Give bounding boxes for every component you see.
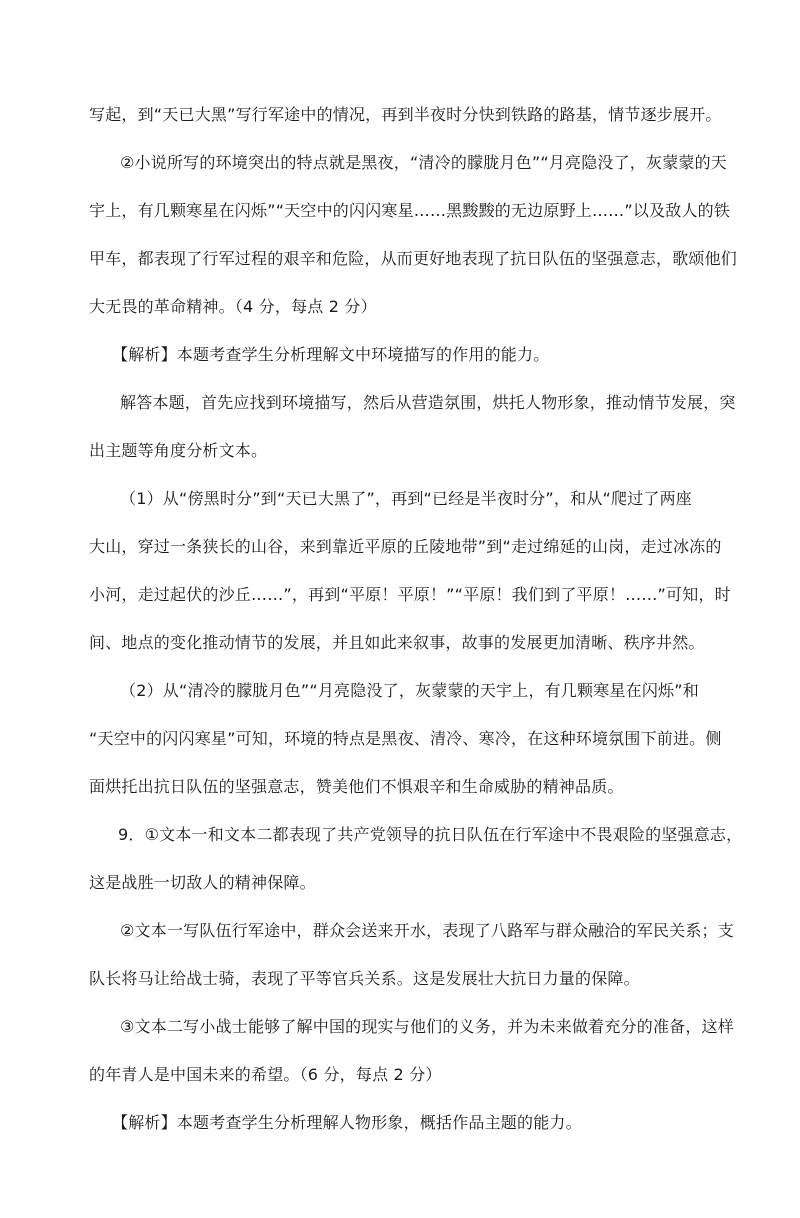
text-line-1: 写起，到“天已大黑”写行军途中的情况，再到半夜时分快到铁路的路基，情节逐步展开。 [89, 105, 722, 124]
text-line-4: 甲车，都表现了行军过程的艰辛和危险，从而更好地表现了抗日队伍的坚强意志，歌颂他们 [89, 249, 738, 268]
text-line-7: 解答本题，首先应找到环境描写，然后从营造氛围，烘托人物形象，推动情节发展，突 [120, 393, 736, 412]
text-line-2: ②小说所写的环境突出的特点就是黑夜，“清冷的朦胧月色”“月亮隐没了，灰蒙蒙的天 [120, 153, 728, 172]
text-line-14: “天空中的闪闪寒星”可知，环境的特点是黑夜、清冷、寒冷，在这种环境氛围下前进。侧 [89, 729, 722, 748]
text-line-17: 这是战胜一切敌人的精神保障。 [89, 873, 316, 892]
text-line-19: 队长将马让给战士骑，表现了平等官兵关系。这是发展壮大抗日力量的保障。 [89, 969, 640, 988]
text-line-18: ②文本一写队伍行军途中，群众会送来开水，表现了八路军与群众融洽的军民关系；支 [120, 921, 734, 940]
text-line-8: 出主题等角度分析文本。 [89, 441, 268, 460]
text-line-20: ③文本二写小战士能够了解中国的现实与他们的义务，并为未来做着充分的准备，这样 [120, 1017, 734, 1036]
text-line-16: 9．①文本一和文本二都表现了共产党领导的抗日队伍在行军途中不畏艰险的坚强意志， [118, 825, 743, 844]
text-line-3: 宇上，有几颗寒星在闪烁”“天空中的闪闪寒星……黑黢黢的无边原野上……”以及敌人的铁 [89, 201, 731, 220]
text-line-13: （2）从“清冷的朦胧月色”“月亮隐没了，灰蒙蒙的天宇上，有几颗寒星在闪烁”和 [120, 681, 699, 700]
text-line-22: 【解析】本题考查学生分析理解人物形象，概括作品主题的能力。 [112, 1113, 582, 1132]
text-line-10: 大山，穿过一条狭长的山谷，来到靠近平原的丘陵地带”到“走过绵延的山岗，走过冰冻的 [89, 537, 722, 556]
text-line-21: 的年青人是中国未来的希望。（6 分，每点 2 分） [89, 1065, 442, 1084]
text-line-12: 间、地点的变化推动情节的发展，并且如此来叙事，故事的发展更加清晰、秩序井然。 [89, 633, 705, 652]
text-line-6: 【解析】本题考查学生分析理解文中环境描写的作用的能力。 [112, 345, 550, 364]
text-line-15: 面烘托出抗日队伍的坚强意志，赞美他们不惧艰辛和生命威胁的精神品质。 [89, 777, 624, 796]
text-line-5: 大无畏的革命精神。（4 分，每点 2 分） [89, 297, 377, 316]
text-line-11: 小河，走过起伏的沙丘……”，再到“平原！平原！”“平原！我们到了平原！……”可知，时 [89, 585, 731, 604]
text-line-9: （1）从“傍黑时分”到“天已大黑了”，再到“已经是半夜时分”，和从“爬过了两座 [120, 489, 693, 508]
